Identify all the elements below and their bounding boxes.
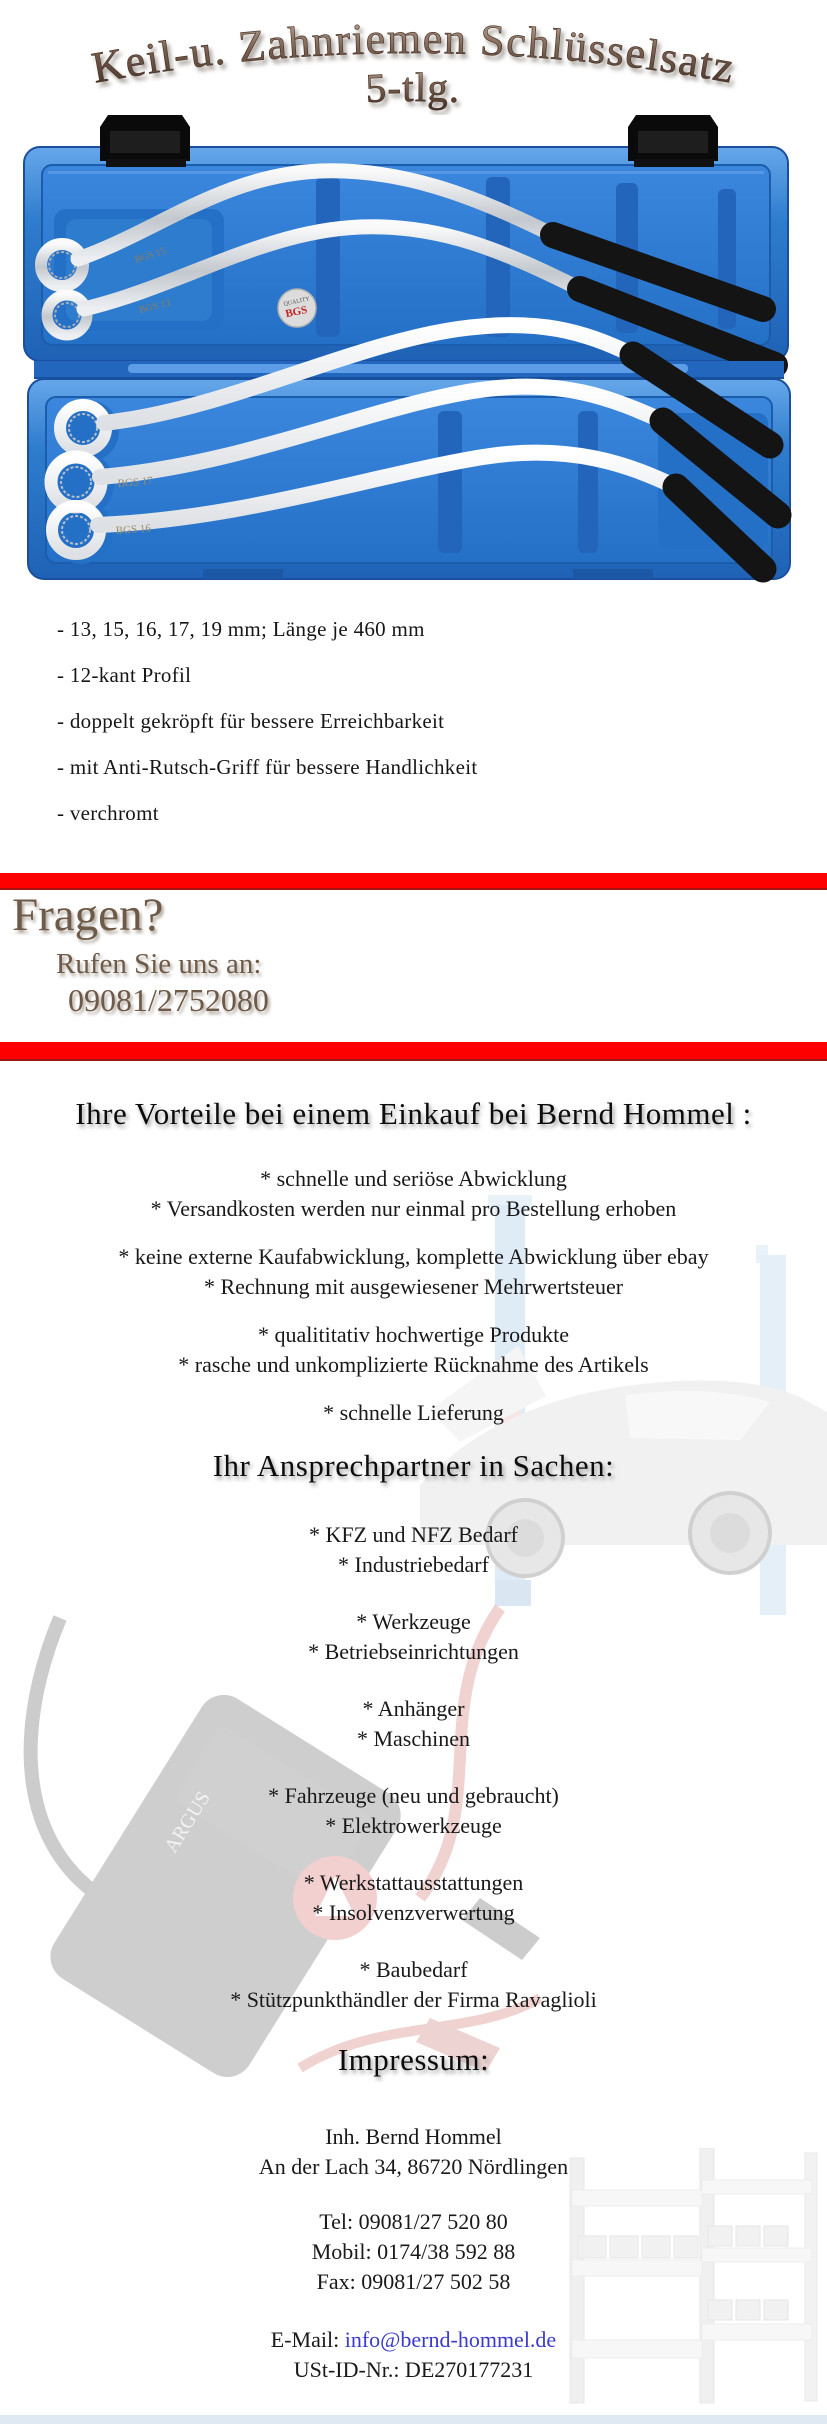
red-divider-bottom bbox=[0, 1042, 827, 1061]
contact-area-item: * Insolvenzverwertung bbox=[312, 1900, 515, 1925]
contact-area-item: * Elektrowerkzeuge bbox=[325, 1813, 502, 1838]
contact-areas-group bbox=[0, 1607, 827, 1667]
badge-quality-text: QUALITY bbox=[283, 296, 311, 308]
feature-item: - 12-kant Profil bbox=[57, 663, 192, 687]
email-label: E-Mail: bbox=[270, 2327, 345, 2352]
contact-area-item: * Werkzeuge bbox=[356, 1609, 471, 1634]
advantage-item: * Rechnung mit ausgewiesener Mehrwertsteuer bbox=[203, 1274, 624, 1299]
fax-number: Fax: 09081/27 502 58 bbox=[316, 2269, 511, 2294]
questions-heading: Fragen? bbox=[12, 889, 164, 941]
contact-area-item: * Industriebedarf bbox=[338, 1552, 489, 1577]
ustid-line: USt-ID-Nr.: DE270177231 bbox=[293, 2357, 534, 2382]
street-address: An der Lach 34, 86720 Nördlingen bbox=[258, 2154, 569, 2179]
advantages-group bbox=[0, 1164, 827, 1224]
contact-area-item: * Anhänger bbox=[362, 1696, 465, 1721]
feature-item: - verchromt bbox=[57, 801, 159, 825]
battery-tester-label: ARGUS bbox=[160, 1787, 215, 1857]
email-link[interactable]: info@bernd-hommel.de bbox=[344, 2327, 557, 2352]
imprint-heading: Impressum: bbox=[337, 2042, 490, 2077]
email-line bbox=[0, 2325, 827, 2355]
wrench-size-stamp: BGS 13 bbox=[138, 297, 172, 316]
advantage-item: * schnelle Lieferung bbox=[323, 1400, 504, 1425]
case-latch-right bbox=[628, 115, 718, 167]
tel-number: Tel: 09081/27 520 80 bbox=[319, 2209, 508, 2234]
advantage-item: * qualititativ hochwertige Produkte bbox=[258, 1322, 569, 1347]
feature-item: - doppelt gekröpft für bessere Erreichbarkeit bbox=[57, 709, 445, 733]
feature-item: - 13, 15, 16, 17, 19 mm; Länge je 460 mm bbox=[57, 617, 425, 641]
wrench-size-stamp: BGS 15 bbox=[133, 245, 168, 266]
imprint-email-tax bbox=[0, 2325, 827, 2385]
badge-brand-text: BGS bbox=[284, 303, 309, 321]
imprint-address bbox=[0, 2122, 827, 2182]
advantages-group bbox=[0, 1320, 827, 1380]
advantage-item: * Versandkosten werden nur einmal pro Bestellung erhoben bbox=[150, 1196, 677, 1221]
questions-banner bbox=[12, 888, 269, 1018]
contact-areas-heading: Ihr Ansprechpartner in Sachen: bbox=[212, 1448, 615, 1483]
contact-areas-group bbox=[0, 1694, 827, 1754]
feature-item: - mit Anti-Rutsch-Griff für bessere Handlichkeit bbox=[57, 755, 478, 779]
feature-list bbox=[57, 616, 478, 846]
contact-area-item: * Werkstattausstattungen bbox=[303, 1870, 524, 1895]
imprint-phones bbox=[0, 2207, 827, 2297]
advantage-item: * keine externe Kaufabwicklung, komplette Abwicklung über ebay bbox=[118, 1244, 709, 1269]
contact-area-item: * KFZ und NFZ Bedarf bbox=[309, 1522, 518, 1547]
case-latch-left bbox=[100, 115, 190, 167]
contact-area-item: * Maschinen bbox=[356, 1726, 471, 1751]
advantage-item: * schnelle und seriöse Abwicklung bbox=[260, 1166, 567, 1191]
contact-areas-group bbox=[0, 1781, 827, 1841]
page-title bbox=[0, 0, 827, 115]
contact-areas-group bbox=[0, 1520, 827, 1580]
title-line1: Keil-u. Zahnriemen Schlüsselsatz bbox=[88, 13, 739, 93]
call-us-line: Rufen Sie uns an: bbox=[56, 948, 262, 980]
title-line2: 5-tlg. bbox=[364, 63, 462, 112]
contact-areas-group bbox=[0, 1868, 827, 1928]
product-photo bbox=[18, 113, 800, 595]
bgs-quality-badge bbox=[278, 289, 316, 327]
contact-area-item: * Baubedarf bbox=[359, 1957, 468, 1982]
bottom-edge-strip bbox=[0, 2415, 827, 2424]
advantage-item: * rasche und unkomplizierte Rücknahme des Artikels bbox=[178, 1352, 649, 1377]
advantages-group bbox=[0, 1398, 827, 1428]
contact-areas-group bbox=[0, 1955, 827, 2015]
phone-number: 09081/2752080 bbox=[68, 982, 269, 1018]
advantages-heading: Ihre Vorteile bei einem Einkauf bei Bernd Hommel : bbox=[75, 1096, 752, 1131]
owner-name: Inh. Bernd Hommel bbox=[325, 2124, 502, 2149]
contact-area-item: * Stützpunkthändler der Firma Ravaglioli bbox=[230, 1987, 597, 2012]
wrench-size-stamp: BGS 16 bbox=[115, 522, 152, 537]
wrench-size-stamp: BGS 17 bbox=[117, 474, 154, 490]
advantages-group bbox=[0, 1242, 827, 1302]
contact-area-item: * Betriebseinrichtungen bbox=[308, 1639, 519, 1664]
contact-area-item: * Fahrzeuge (neu und gebraucht) bbox=[268, 1783, 559, 1808]
mobile-number: Mobil: 0174/38 592 88 bbox=[311, 2239, 516, 2264]
seller-info-section bbox=[0, 1096, 827, 2385]
